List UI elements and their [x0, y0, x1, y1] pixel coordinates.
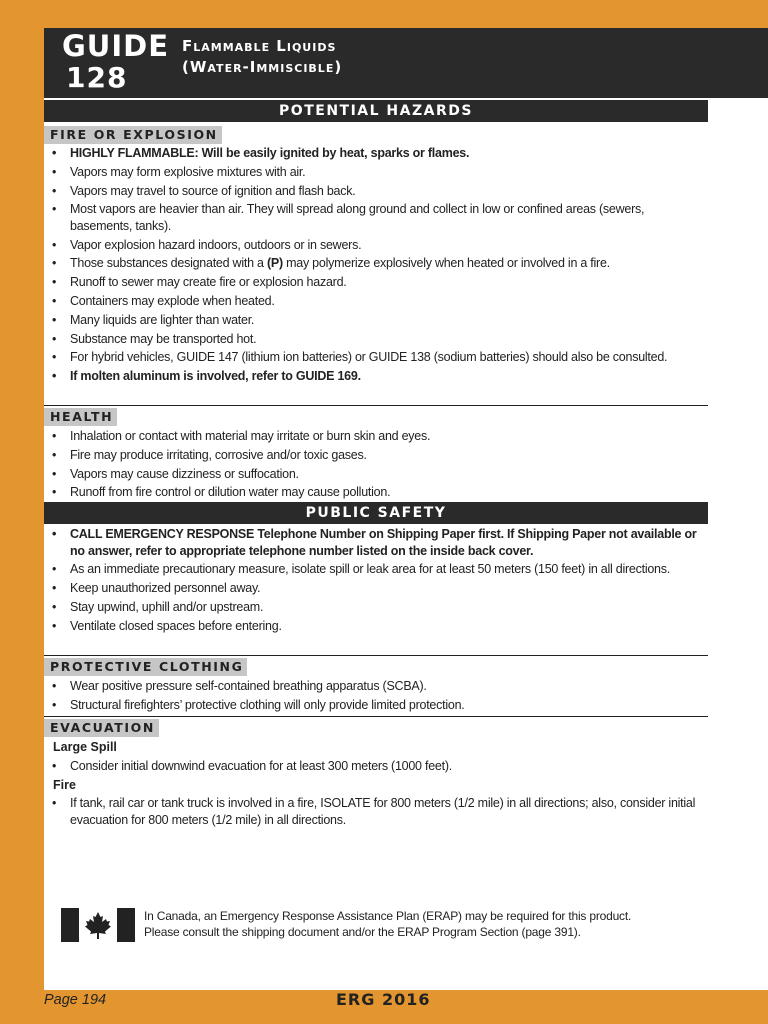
- polymerize-prefix: Those substances designated with a: [70, 256, 267, 271]
- protective-clothing-list: [50, 678, 704, 716]
- list-item: • Many liquids are lighter than water.: [50, 312, 704, 329]
- list-item: • Structural firefighters’ protective clothing will only provide limited protection.: [50, 697, 704, 714]
- section-divider: [44, 716, 708, 717]
- canada-note-line2: Please consult the shipping document and/or the ERAP Program Section (page 391).: [144, 925, 581, 939]
- list-item: • If tank, rail car or tank truck is involved in a fire, ISOLATE for 800 meters (1/2 mile) in all directions; also, consider initial evacuation for 800 meters (1/2 mile) in all directions.: [50, 795, 704, 828]
- public-safety-list: [50, 526, 704, 636]
- fire-explosion-heading: FIRE OR EXPLOSION: [44, 126, 222, 144]
- list-item: • HIGHLY FLAMMABLE: Will be easily ignited by heat, sparks or flames.: [50, 145, 704, 162]
- list-item: • Fire may produce irritating, corrosive and/or toxic gases.: [50, 447, 704, 464]
- edition-label: ERG 2016: [336, 990, 431, 1009]
- fire-label: Fire: [53, 778, 76, 792]
- large-spill-label: Large Spill: [53, 740, 117, 754]
- potential-hazards-bar: POTENTIAL HAZARDS: [44, 100, 708, 122]
- guide-title: [182, 36, 342, 78]
- list-item: • Inhalation or contact with material may irritate or burn skin and eyes.: [50, 428, 704, 445]
- list-item: • Vapors may cause dizziness or suffocation.: [50, 466, 704, 483]
- list-item: • Ventilate closed spaces before entering.: [50, 618, 704, 635]
- list-item: • For hybrid vehicles, GUIDE 147 (lithium ion batteries) or GUIDE 138 (sodium batteries) should also be consulted.: [50, 349, 704, 366]
- public-safety-bar: PUBLIC SAFETY: [44, 502, 708, 524]
- list-item: • Containers may explode when heated.: [50, 293, 704, 310]
- section-divider: [44, 405, 708, 406]
- list-item: • As an immediate precautionary measure, isolate spill or leak area for at least 50 meters (150 feet) in all directions.: [50, 561, 704, 578]
- list-item: • Consider initial downwind evacuation for at least 300 meters (1000 feet).: [50, 758, 704, 775]
- list-item: • Vapors may travel to source of ignition and flash back.: [50, 183, 704, 200]
- guide-title-line2: (Water-Immiscible): [182, 58, 343, 76]
- protective-clothing-heading: PROTECTIVE CLOTHING: [44, 658, 247, 676]
- list-item: • Most vapors are heavier than air. They will spread along ground and collect in low or confined areas (sewers, basements, tanks).: [50, 201, 704, 234]
- list-item: • Substance may be transported hot.: [50, 331, 704, 348]
- guide-number: 128: [66, 61, 128, 94]
- canada-flag-icon: [61, 908, 135, 942]
- fire-list: [50, 795, 704, 830]
- health-heading: HEALTH: [44, 408, 117, 426]
- section-divider: [44, 655, 708, 656]
- large-spill-list: [50, 758, 704, 777]
- list-item: • If molten aluminum is involved, refer to GUIDE 169.: [50, 368, 704, 385]
- guide-label: GUIDE: [62, 29, 170, 63]
- polymerize-suffix: may polymerize explosively when heated or involved in a fire.: [282, 256, 610, 271]
- guide-page: [44, 28, 768, 990]
- list-item: • Wear positive pressure self-contained breathing apparatus (SCBA).: [50, 678, 704, 695]
- evacuation-heading: EVACUATION: [44, 719, 159, 737]
- list-item: • Vapor explosion hazard indoors, outdoors or in sewers.: [50, 237, 704, 254]
- list-item: • Keep unauthorized personnel away.: [50, 580, 704, 597]
- fire-explosion-list: [50, 145, 704, 387]
- canada-note-line1: In Canada, an Emergency Response Assistance Plan (ERAP) may be required for this product.: [144, 909, 632, 923]
- guide-header: [44, 28, 768, 98]
- list-item: • Runoff from fire control or dilution water may cause pollution.: [50, 484, 704, 501]
- guide-title-line1: Flammable Liquids: [182, 37, 337, 55]
- list-item: • CALL EMERGENCY RESPONSE Telephone Number on Shipping Paper first. If Shipping Paper not available or no answer, refer to appropriate telephone number listed on the inside back cover.: [50, 526, 704, 559]
- canada-erap-note: [144, 908, 724, 940]
- list-item: [50, 255, 704, 272]
- polymerize-marker: (P): [266, 256, 283, 271]
- list-item: • Runoff to sewer may create fire or explosion hazard.: [50, 274, 704, 291]
- list-item: • Vapors may form explosive mixtures with air.: [50, 164, 704, 181]
- page-number: Page 194: [44, 992, 107, 1008]
- health-list: [50, 428, 704, 503]
- list-item: • Stay upwind, uphill and/or upstream.: [50, 599, 704, 616]
